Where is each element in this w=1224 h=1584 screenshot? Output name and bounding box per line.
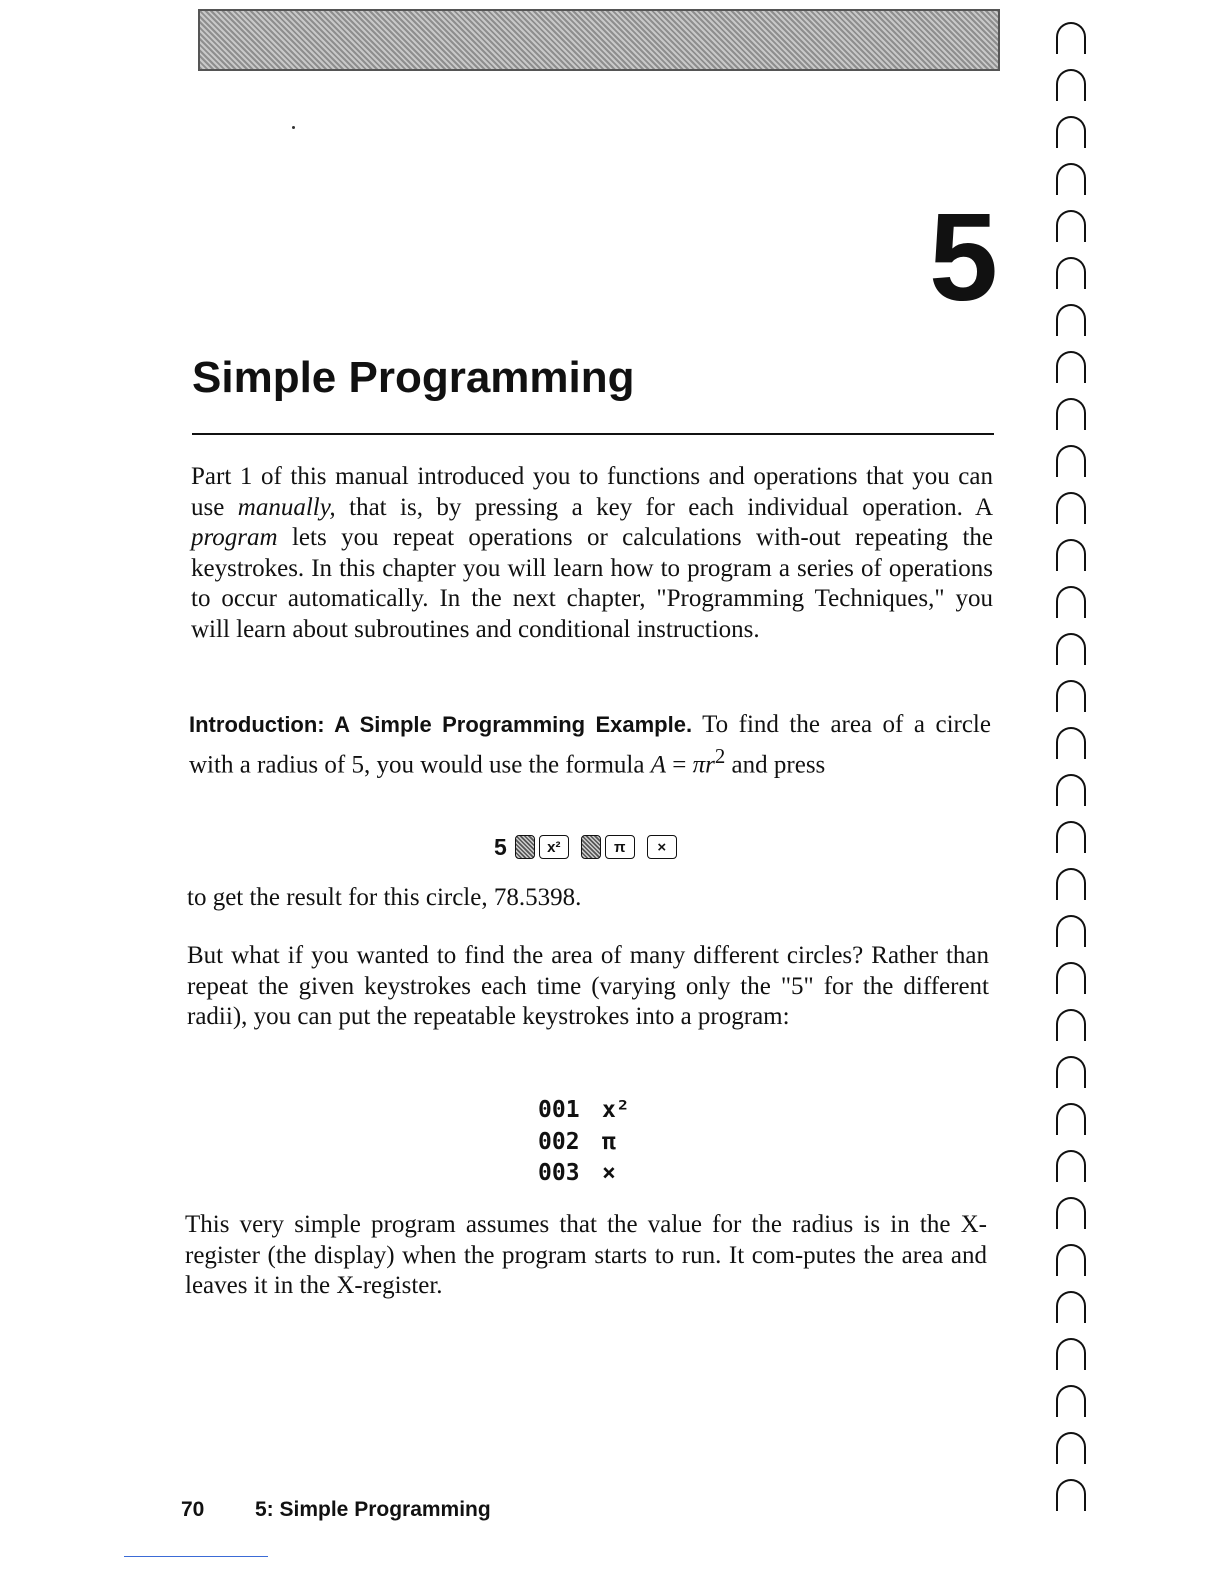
binding-ring [1056,1197,1086,1229]
binding-ring [1056,445,1086,477]
shift-key-icon [515,835,535,859]
formula-radius: r [705,750,715,778]
paragraph-question: But what if you wanted to find the area of many different circles? Rather than repeat the given keystrokes each time (varying only the "5" for the different radii), you can put the repeatable keystrokes into a program: [187,942,989,1030]
paragraph-explanation: This very simple program assumes that the value for the radius is in the X-register (the display) when the program starts to run. It com-putes the area and leaves it in the X-register. [185,1211,987,1299]
program-step-number: 001 [538,1097,580,1123]
emphasis-program: program [191,524,278,551]
binding-ring [1056,398,1086,430]
spiral-binding [1056,22,1096,1526]
binding-ring [1056,586,1086,618]
program-line [538,1095,630,1127]
binding-ring [1056,1479,1086,1511]
chapter-title: Simple Programming [192,353,635,402]
running-title: 5: Simple Programming [255,1498,491,1521]
binding-ring [1056,22,1086,54]
binding-ring [1056,69,1086,101]
program-step-number: 003 [538,1160,580,1186]
key-multiply: × [647,835,677,859]
binding-ring [1056,351,1086,383]
program-instruction: π [602,1128,616,1155]
binding-ring [1056,257,1086,289]
program-listing [538,1095,630,1190]
formula-variable: A [650,750,666,778]
binding-ring [1056,1244,1086,1276]
shift-key-icon [581,835,601,859]
stray-dot [292,126,295,129]
page-number: 70 [181,1498,205,1521]
binding-ring [1056,774,1086,806]
page-footer [181,1498,491,1522]
binding-ring [1056,210,1086,242]
binding-ring [1056,915,1086,947]
binding-ring [1056,304,1086,336]
key-square: x² [539,835,569,859]
bottom-underline [124,1556,268,1557]
binding-ring [1056,962,1086,994]
binding-ring [1056,492,1086,524]
chapter-header-band [198,9,1000,71]
program-line [538,1158,630,1190]
program-line [538,1127,630,1159]
title-rule [192,433,994,435]
text-run: that is, by pressing a key for each individual operation. A [335,493,993,521]
binding-ring [1056,539,1086,571]
program-instruction: x² [602,1097,630,1123]
binding-ring [1056,1056,1086,1088]
section-heading: Introduction: A Simple Programming Example. [189,712,693,737]
binding-ring [1056,116,1086,148]
paragraph-example [189,710,991,780]
text-run: and press [725,750,826,778]
binding-ring [1056,868,1086,900]
binding-ring [1056,163,1086,195]
binding-ring [1056,821,1086,853]
paragraph-intro [191,462,993,645]
program-instruction: × [602,1160,616,1186]
binding-ring [1056,1338,1086,1370]
text-run: To find the area of a circle with a radius of 5, you would use the formula [189,711,991,778]
key-pi: π [605,835,635,859]
binding-ring [1056,633,1086,665]
text-run: lets you repeat operations or calculations with-out repeating the keystrokes. In this chapter you will learn how to program a series of operations to occur automatically. In the next chapter, "Programming Techniques," you will learn about subroutines and conditional instructions. [191,524,993,643]
binding-ring [1056,727,1086,759]
paragraph-result: to get the result for this circle, 78.5398. [187,884,582,911]
binding-ring [1056,1291,1086,1323]
formula-equals: = [666,750,693,778]
program-step-number: 002 [538,1128,580,1155]
binding-ring [1056,1432,1086,1464]
binding-ring [1056,1150,1086,1182]
emphasis-manually: manually, [237,493,336,521]
binding-ring [1056,1009,1086,1041]
binding-ring [1056,680,1086,712]
chapter-number: 5 [929,189,998,327]
formula-pi: π [692,750,706,778]
binding-ring [1056,1103,1086,1135]
text-run: Part 1 of this manual introduced you to functions and operations that you can use [191,463,993,521]
formula-exponent: 2 [714,743,726,768]
keystroke-sequence [494,832,677,862]
key-digit: 5 [494,833,507,860]
binding-ring [1056,1385,1086,1417]
